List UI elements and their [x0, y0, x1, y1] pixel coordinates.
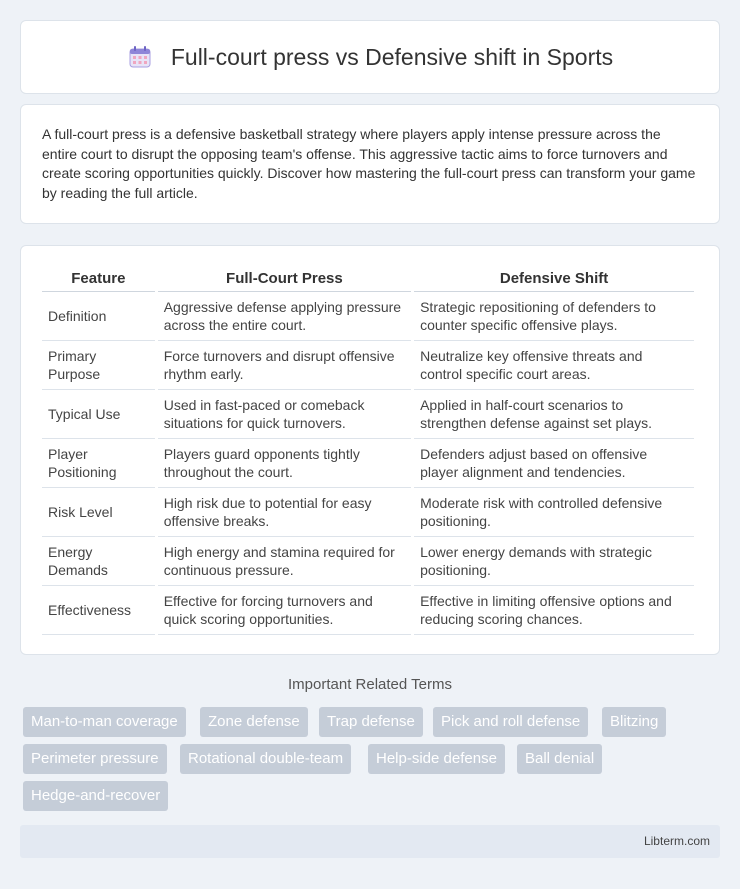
tag-blitzing[interactable]: Blitzing [602, 707, 666, 737]
intro-text: A full-court press is a defensive basketball strategy where players apply intense pressure across the entire court to disrupt the opposing team's offense. This aggressive tactic aims to force turnovers and create scoring opportunities quickly. Discover how mastering the full-court press can transform your game by reading the full article. [42, 126, 696, 201]
related-terms-title: Important Related Terms [288, 676, 452, 693]
defensive-shift-cell: Moderate risk with controlled defensive positioning. [414, 488, 694, 537]
full-court-press-cell: Force turnovers and disrupt offensive rhythm early. [158, 341, 411, 390]
tag-man-to-man-coverage[interactable]: Man-to-man coverage [23, 707, 186, 737]
full-court-press-cell: Used in fast-paced or comeback situations for quick turnovers. [158, 390, 411, 439]
tag-rotational-double-team[interactable]: Rotational double-team [180, 744, 351, 774]
tag-help-side-defense[interactable]: Help-side defense [368, 744, 505, 774]
table-row [42, 439, 694, 488]
tag-zone-defense[interactable]: Zone defense [200, 707, 308, 737]
table-row [42, 341, 694, 390]
tag-perimeter-pressure[interactable]: Perimeter pressure [23, 744, 167, 774]
title-card [20, 20, 720, 94]
comparison-table [39, 266, 697, 635]
feature-cell: Typical Use [42, 390, 155, 439]
footer-site-link[interactable]: Libterm.com [643, 834, 710, 848]
header-feature: Feature [42, 266, 155, 292]
full-court-press-cell: Aggressive defense applying pressure across the entire court. [158, 292, 411, 341]
defensive-shift-cell: Lower energy demands with strategic positioning. [414, 537, 694, 586]
tag-pick-and-roll-defense[interactable]: Pick and roll defense [433, 707, 588, 737]
feature-cell: Energy Demands [42, 537, 155, 586]
full-court-press-cell: Players guard opponents tightly throughout the court. [158, 439, 411, 488]
tag-ball-denial[interactable]: Ball denial [517, 744, 602, 774]
table-row [42, 537, 694, 586]
table-row [42, 292, 694, 341]
header-full-court-press: Full-Court Press [158, 266, 411, 292]
footer [20, 825, 720, 858]
table-row [42, 586, 694, 635]
feature-cell: Primary Purpose [42, 341, 155, 390]
calendar-icon [127, 44, 153, 70]
full-court-press-cell: High energy and stamina required for continuous pressure. [158, 537, 411, 586]
feature-cell: Definition [42, 292, 155, 341]
table-row [42, 488, 694, 537]
defensive-shift-cell: Neutralize key offensive threats and control specific court areas. [414, 341, 694, 390]
feature-cell: Player Positioning [42, 439, 155, 488]
intro-card [20, 104, 720, 224]
table-row [42, 390, 694, 439]
defensive-shift-cell: Strategic repositioning of defenders to counter specific offensive plays. [414, 292, 694, 341]
table-header-row [42, 266, 694, 292]
feature-cell: Risk Level [42, 488, 155, 537]
header-defensive-shift: Defensive Shift [414, 266, 694, 292]
comparison-card [20, 245, 720, 655]
page-title: Full-court press vs Defensive shift in Sports [170, 43, 614, 70]
full-court-press-cell: Effective for forcing turnovers and quick scoring opportunities. [158, 586, 411, 635]
defensive-shift-cell: Applied in half-court scenarios to strengthen defense against set plays. [414, 390, 694, 439]
tag-hedge-and-recover[interactable]: Hedge-and-recover [23, 781, 168, 811]
feature-cell: Effectiveness [42, 586, 155, 635]
defensive-shift-cell: Effective in limiting offensive options and reducing scoring chances. [414, 586, 694, 635]
full-court-press-cell: High risk due to potential for easy offensive breaks. [158, 488, 411, 537]
defensive-shift-cell: Defenders adjust based on offensive player alignment and tendencies. [414, 439, 694, 488]
tag-trap-defense[interactable]: Trap defense [319, 707, 423, 737]
